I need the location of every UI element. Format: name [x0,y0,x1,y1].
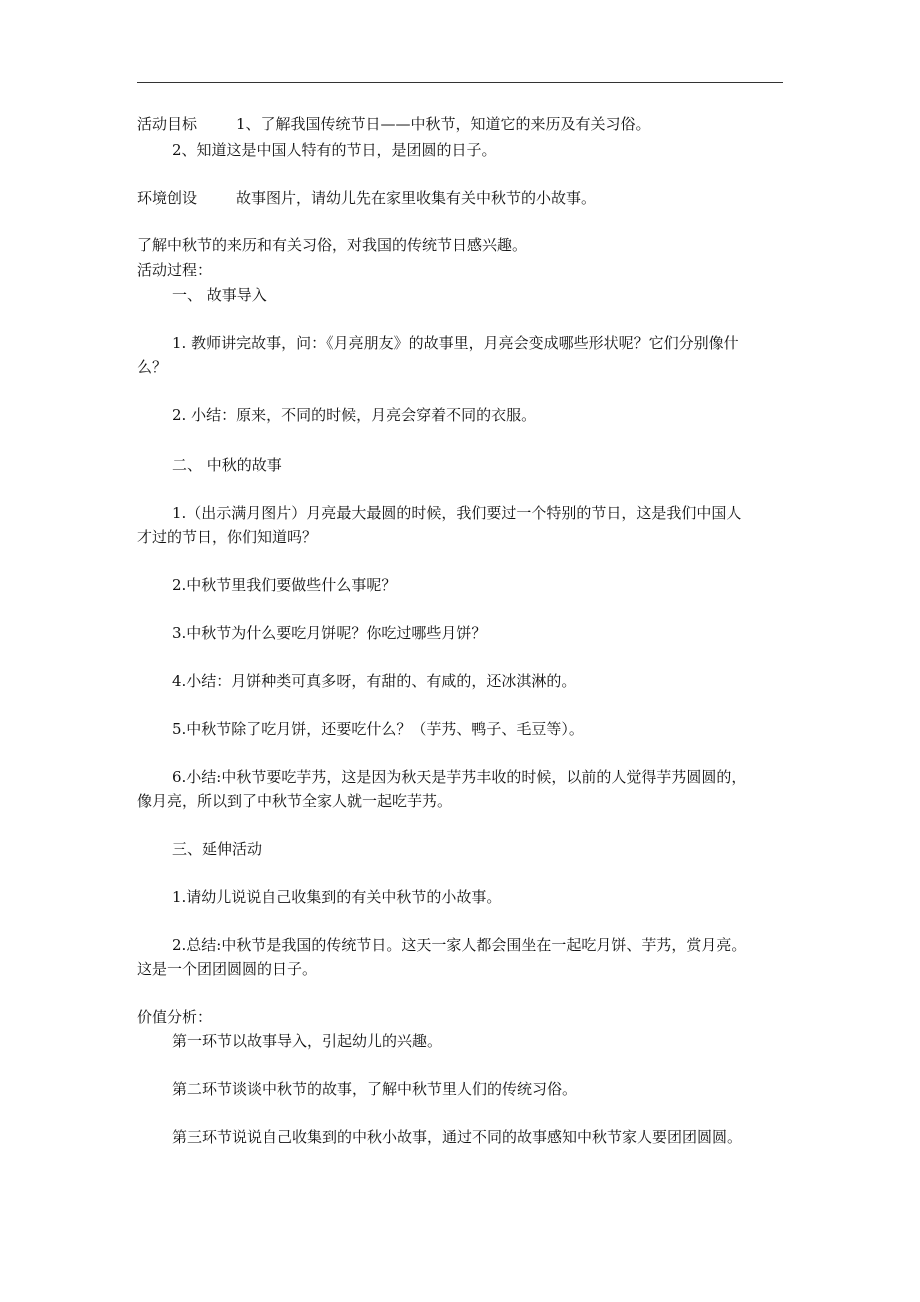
value-item-2: 第二环节谈谈中秋节的故事，了解中秋节里人们的传统习俗。 [172,1080,578,1098]
env-text: 故事图片，请幼儿先在家里收集有关中秋节的小故事。 [236,189,597,207]
s1-para-2: 2. 小结：原来，不同的时候，月亮会穿着不同的衣服。 [172,406,537,424]
env-label: 环境创设 [137,189,198,207]
header-rule [137,82,783,83]
s2-para-4: 4.小结：月饼种类可真多呀，有甜的、有咸的，还冰淇淋的。 [172,672,577,690]
section-3-title: 三、延伸活动 [172,840,263,858]
s3-para-2-line-1: 2.总结:中秋节是我国的传统节日。这天一家人都会围坐在一起吃月饼、芋艿，赏月亮。 [172,936,747,954]
value-label: 价值分析： [137,1008,213,1026]
goal-label: 活动目标 [137,115,198,133]
process-label: 活动过程： [137,261,213,279]
goal-item-2: 2、知道这是中国人特有的节日，是团圆的日子。 [172,141,497,159]
s1-para-1-line-1: 1. 教师讲完故事，问：《月亮朋友》的故事里，月亮会变成哪些形状呢？它们分别像什 [172,334,739,352]
s1-para-1-line-2: 么？ [137,358,168,376]
s3-para-1: 1.请幼儿说说自己收集到的有关中秋节的小故事。 [172,888,502,906]
s2-para-6-line-2: 像月亮，所以到了中秋节全家人就一起吃芋艿。 [137,792,453,810]
s2-para-3: 3.中秋节为什么要吃月饼呢？你吃过哪些月饼？ [172,624,487,642]
s2-para-5: 5.中秋节除了吃月饼，还要吃什么？（芋艿、鸭子、毛豆等）。 [172,720,584,738]
value-item-1: 第一环节以故事导入，引起幼儿的兴趣。 [172,1032,443,1050]
s2-para-6-line-1: 6.小结:中秋节要吃芋艿，这是因为秋天是芋艿丰收的时候，以前的人觉得芋艿圆圆的， [172,768,747,786]
key-point: 了解中秋节的来历和有关习俗，对我国的传统节日感兴趣。 [137,236,528,254]
section-1-title: 一、 故事导入 [172,286,267,304]
s2-para-1-line-2: 才过的节日，你们知道吗？ [137,528,318,546]
s2-para-2: 2.中秋节里我们要做些什么事呢？ [172,576,397,594]
value-item-3: 第三环节说说自己收集到的中秋小故事，通过不同的故事感知中秋节家人要团团圆圆。 [172,1128,743,1146]
s2-para-1-line-1: 1.（出示满月图片）月亮最大最圆的时候，我们要过一个特别的节日，这是我们中国人 [172,504,742,522]
s3-para-2-line-2: 这是一个团团圆圆的日子。 [137,960,318,978]
goal-item-1: 1、了解我国传统节日——中秋节，知道它的来历及有关习俗。 [236,115,651,133]
section-2-title: 二、 中秋的故事 [172,456,282,474]
